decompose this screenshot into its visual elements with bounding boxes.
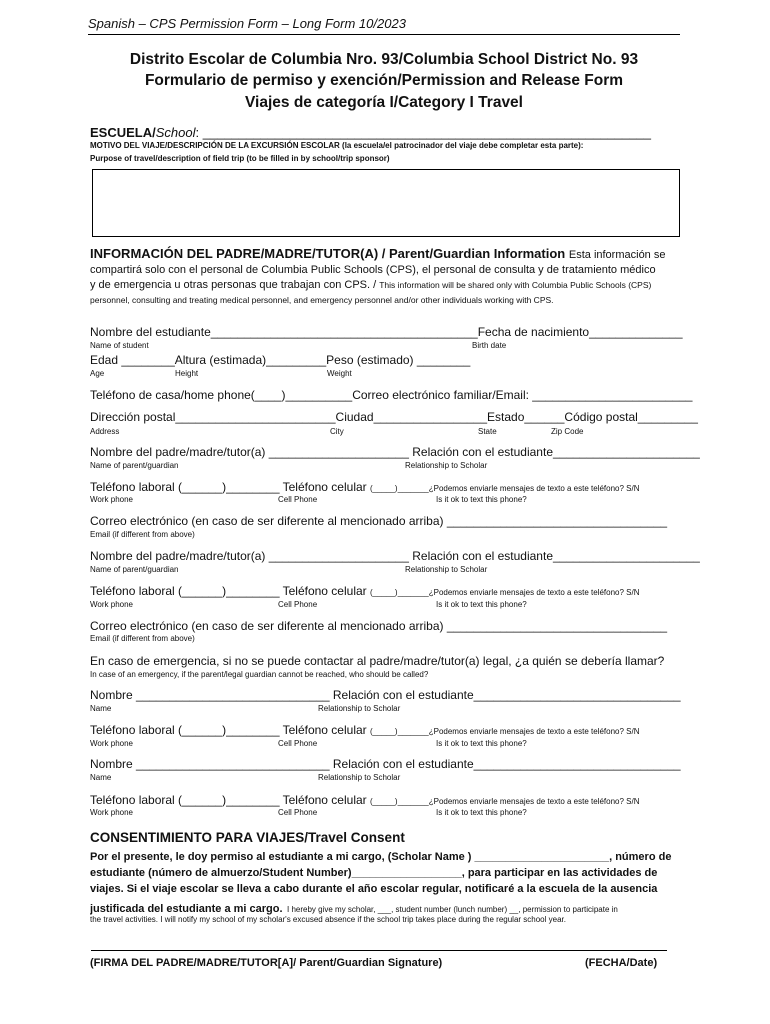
guardian2-name-field[interactable]: Nombre del padre/madre/tutor(a) _____________________ Relación con el estudiante______________________: [90, 549, 700, 563]
emergency1-cell-blank: (_____)_______: [370, 727, 429, 736]
guardian2-text-en: Is it ok to text this phone?: [436, 600, 527, 609]
parent-info-line1: Esta información se: [568, 249, 666, 261]
guardian2-cell-en: Cell Phone: [278, 600, 318, 609]
home-phone-email-field[interactable]: Teléfono de casa/home phone(____)__________Correo electrónico familiar/Email: ________________________: [90, 388, 693, 402]
purpose-label-en: Purpose of travel/description of field trip (to be filled in by school/trip sponsor): [90, 154, 390, 163]
emergency2-cell-blank: (_____)_______: [370, 797, 429, 806]
emergency-question: En caso de emergencia, si no se puede contactar al padre/madre/tutor(a) legal, ¿a quién se debería llamar?: [90, 654, 665, 668]
guardian1-text-en: Is it ok to text this phone?: [436, 495, 527, 504]
guardian2-phones-field[interactable]: [90, 584, 640, 598]
guardian2-text-question: ¿Podemos enviarle mensajes de texto a este teléfono? S/N: [428, 588, 640, 597]
guardian1-cell-blank: (_____)_______: [370, 484, 429, 493]
guardian1-text-question: ¿Podemos enviarle mensajes de texto a este teléfono? S/N: [428, 484, 640, 493]
school-label-es: ESCUELA/: [90, 125, 156, 140]
guardian2-email-en: Email (if different from above): [90, 634, 195, 643]
consent-line4-es: justificada del estudiante a mi cargo.: [90, 903, 283, 915]
consent-line4-en: I hereby give my scholar, ___, student number (lunch number) __, permission to participate in: [287, 905, 618, 914]
state-en: State: [478, 427, 497, 436]
consent-line2: estudiante (número de almuerzo/Student Number)__________________, para participar en las actividades de: [90, 867, 658, 879]
consent-line5: the travel activities. I will notify my school of my scholar's excused absence if the school trip takes place during the regular school year.: [90, 915, 566, 924]
address-en: Address: [90, 427, 120, 436]
emergency1-work-en: Work phone: [90, 739, 133, 748]
date-label: (FECHA/Date): [585, 957, 658, 969]
parent-info-line3-es: y de emergencia u otras personas que trabajan con CPS. /: [90, 279, 377, 291]
purpose-textbox[interactable]: [92, 169, 680, 237]
guardian1-rel-en: Relationship to Scholar: [405, 461, 488, 470]
emergency1-cell-en: Cell Phone: [278, 739, 318, 748]
district-title: Distrito Escolar de Columbia Nro. 93/Columbia School District No. 93: [129, 51, 639, 68]
emergency1-work-cell: Teléfono laboral (______)________ Teléfono celular: [90, 723, 367, 737]
guardian1-email-en: Email (if different from above): [90, 530, 195, 539]
guardian2-work-en: Work phone: [90, 600, 133, 609]
height-en: Height: [175, 369, 199, 378]
age-height-weight-field[interactable]: Edad ________Altura (estimada)_________Peso (estimado) ________: [90, 353, 471, 367]
city-en: City: [330, 427, 344, 436]
signature-line[interactable]: [91, 950, 667, 951]
guardian1-work-en: Work phone: [90, 495, 133, 504]
emergency1-name-en: Name: [90, 704, 112, 713]
guardian1-email-field[interactable]: Correo electrónico (en caso de ser diferente al mencionado arriba) _________________________________: [90, 514, 668, 528]
school-label-en: School: [155, 125, 196, 140]
emergency1-text-question: ¿Podemos enviarle mensajes de texto a este teléfono? S/N: [428, 727, 640, 736]
weight-en: Weight: [327, 369, 352, 378]
emergency1-rel-en: Relationship to Scholar: [318, 704, 401, 713]
student-name-field[interactable]: Nombre del estudiante________________________________________Fecha de nacimiento______________: [90, 325, 683, 339]
emergency1-name-field[interactable]: Nombre _____________________________ Relación con el estudiante_______________________________: [90, 688, 681, 702]
emergency1-text-en: Is it ok to text this phone?: [436, 739, 527, 748]
guardian2-work-cell: Teléfono laboral (______)________ Teléfono celular: [90, 584, 367, 598]
student-name-en: Name of student: [90, 341, 149, 350]
emergency2-name-field[interactable]: Nombre _____________________________ Relación con el estudiante_______________________________: [90, 757, 681, 771]
parent-info-heading-row: [90, 246, 665, 261]
emergency2-text-question: ¿Podemos enviarle mensajes de texto a este teléfono? S/N: [428, 797, 640, 806]
category-title: Viajes de categoría I/Category I Travel: [245, 94, 523, 111]
emergency2-text-en: Is it ok to text this phone?: [436, 808, 527, 817]
guardian1-phones-field[interactable]: [90, 480, 640, 494]
emergency2-cell-en: Cell Phone: [278, 808, 318, 817]
signature-label: (FIRMA DEL PADRE/MADRE/TUTOR[A]/ Parent/Guardian Signature): [90, 957, 443, 969]
emergency2-rel-en: Relationship to Scholar: [318, 773, 401, 782]
parent-info-line3: [90, 279, 651, 291]
school-field[interactable]: [90, 125, 651, 140]
emergency2-phones-field[interactable]: [90, 793, 640, 807]
emergency2-work-en: Work phone: [90, 808, 133, 817]
guardian2-cell-blank: (_____)_______: [370, 588, 429, 597]
header-divider: [88, 34, 680, 35]
parent-info-heading: INFORMACIÓN DEL PADRE/MADRE/TUTOR(A) / Parent/Guardian Information: [90, 246, 566, 261]
emergency2-work-cell: Teléfono laboral (______)________ Teléfono celular: [90, 793, 367, 807]
guardian1-cell-en: Cell Phone: [278, 495, 318, 504]
purpose-label-es: MOTIVO DEL VIAJE/DESCRIPCIÓN DE LA EXCURSIÓN ESCOLAR (la escuela/el patrocinador del viaje debe completar esta parte):: [90, 141, 584, 150]
zip-en: Zip Code: [551, 427, 584, 436]
parent-info-line4: personnel, consulting and treating medical personnel, and emergency personnel and/or other individuals working with CPS.: [90, 295, 554, 305]
parent-info-line2: compartirá solo con el personal de Columbia Public Schools (CPS), el personal de consulta y de tratamiento médico: [90, 264, 656, 276]
school-line: : ______________________________________________________________: [195, 125, 651, 140]
emergency-question-en: In case of an emergency, if the parent/legal guardian cannot be reached, who should be called?: [90, 670, 429, 679]
guardian1-name-en: Name of parent/guardian: [90, 461, 179, 470]
emergency1-phones-field[interactable]: [90, 723, 640, 737]
guardian2-rel-en: Relationship to Scholar: [405, 565, 488, 574]
emergency2-name-en: Name: [90, 773, 112, 782]
form-header: Spanish – CPS Permission Form – Long Form 10/2023: [88, 16, 406, 31]
guardian1-work-cell: Teléfono laboral (______)________ Teléfono celular: [90, 480, 367, 494]
consent-line3: viajes. Si el viaje escolar se lleva a cabo durante el año escolar regular, notificaré a la escuela de la ausencia: [90, 883, 658, 895]
consent-heading: CONSENTIMIENTO PARA VIAJES/Travel Consent: [90, 830, 405, 845]
guardian2-email-field[interactable]: Correo electrónico (en caso de ser diferente al mencionado arriba) _________________________________: [90, 619, 668, 633]
age-en: Age: [90, 369, 105, 378]
parent-info-line3-en: This information will be shared only with Columbia Public Schools (CPS): [379, 280, 652, 290]
consent-line1: Por el presente, le doy permiso al estudiante a mi cargo, (Scholar Name ) ______________________, número de: [90, 851, 672, 863]
guardian2-name-en: Name of parent/guardian: [90, 565, 179, 574]
form-title: Formulario de permiso y exención/Permission and Release Form: [144, 72, 624, 89]
address-field[interactable]: Dirección postal________________________Ciudad_________________Estado______Código postal_________: [90, 410, 698, 424]
birth-date-en: Birth date: [472, 341, 507, 350]
guardian1-name-field[interactable]: Nombre del padre/madre/tutor(a) _____________________ Relación con el estudiante______________________: [90, 445, 700, 459]
